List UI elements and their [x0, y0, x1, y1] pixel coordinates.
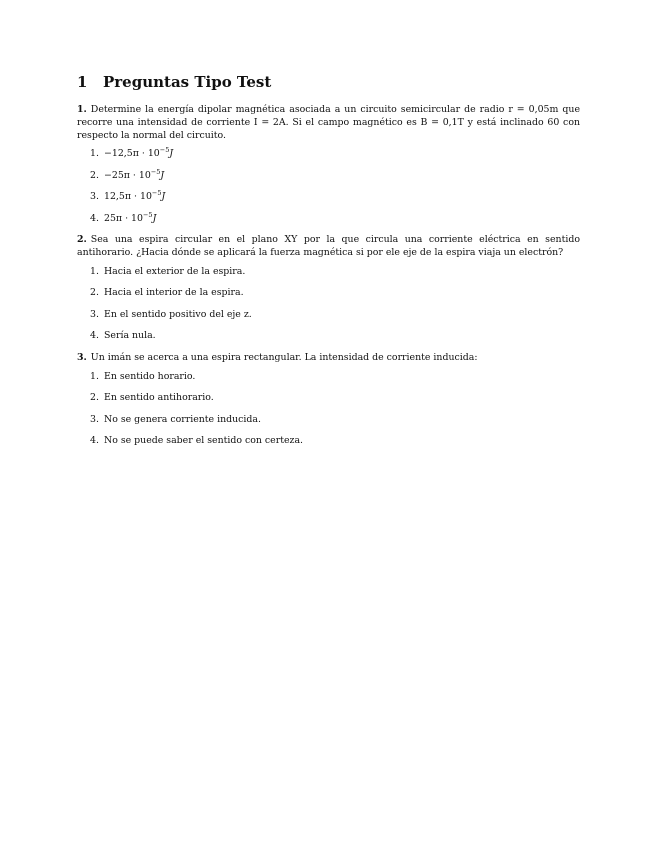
- option-item: [77, 287, 580, 299]
- option-number: 1.: [90, 148, 99, 160]
- question-number: 3.: [77, 351, 87, 363]
- option-number: 3.: [90, 191, 99, 203]
- question-text: Sea una espira circular en el plano XY por la que circula una corriente eléctrica en sentido antihorario. ¿Hacia dónde se aplicará la fuerza magnética si por ele eje de la espira viaja un electrón?: [77, 234, 580, 259]
- option-exponent: −5: [150, 167, 161, 176]
- option-unit: J: [161, 191, 166, 203]
- options-list-2: [77, 266, 580, 343]
- option-exponent: −5: [142, 210, 153, 219]
- option-number: 2.: [90, 392, 99, 404]
- option-text: 12,5π · 10: [104, 191, 152, 203]
- option-number: 3.: [90, 308, 99, 320]
- option-item: [77, 266, 580, 278]
- section-number: 1: [77, 73, 88, 91]
- option-item: [77, 330, 580, 342]
- document-page: [77, 72, 580, 457]
- option-number: 4.: [90, 212, 99, 224]
- option-item: [77, 371, 580, 383]
- options-list-3: [77, 371, 580, 448]
- option-number: 3.: [90, 413, 99, 425]
- question-text: Un imán se acerca a una espira rectangular. La intensidad de corriente inducida:: [90, 351, 478, 363]
- option-number: 2.: [90, 169, 99, 181]
- option-number: 1.: [90, 265, 99, 277]
- option-text: En sentido horario.: [104, 370, 196, 382]
- option-item: [77, 210, 580, 225]
- question-number: 1.: [77, 104, 87, 115]
- option-text: Hacia el exterior de la espira.: [104, 265, 246, 277]
- option-text: Sería nula.: [104, 330, 156, 342]
- section-title: Preguntas Tipo Test: [103, 73, 272, 91]
- question-number: 2.: [77, 234, 87, 246]
- option-exponent: −5: [151, 189, 162, 198]
- option-text: No se puede saber el sentido con certeza.: [104, 435, 304, 447]
- option-number: 4.: [90, 330, 99, 342]
- option-unit: J: [169, 148, 174, 160]
- options-list-1: [77, 148, 580, 225]
- option-item: [77, 148, 580, 160]
- question-2: [77, 234, 580, 260]
- option-text: En sentido antihorario.: [104, 392, 214, 404]
- option-number: 1.: [90, 370, 99, 382]
- question-1: [77, 104, 580, 142]
- option-item: [77, 191, 580, 203]
- option-item: [77, 309, 580, 321]
- option-text: No se genera corriente inducida.: [104, 413, 261, 425]
- question-text: Determine la energía dipolar magnética asociada a un circuito semicircular de radio r = 0,05m que recorre una intensidad de corriente I = 2A. Si el campo magnético es B = 0,1T y está inclinado 60 con respecto la normal del circuito.: [77, 104, 580, 141]
- option-text: −25π · 10: [104, 169, 151, 181]
- option-exponent: −5: [159, 146, 170, 155]
- section-heading: [77, 72, 580, 92]
- option-item: [77, 435, 580, 447]
- option-item: [77, 167, 580, 182]
- option-unit: J: [160, 169, 165, 181]
- option-item: [77, 392, 580, 404]
- question-3: [77, 352, 580, 365]
- option-number: 4.: [90, 435, 99, 447]
- option-text: 25π · 10: [104, 212, 143, 224]
- option-number: 2.: [90, 287, 99, 299]
- option-item: [77, 414, 580, 426]
- option-text: −12,5π · 10: [104, 148, 160, 160]
- option-text: En el sentido positivo del eje z.: [104, 308, 252, 320]
- option-unit: J: [152, 212, 157, 224]
- option-text: Hacia el interior de la espira.: [104, 287, 244, 299]
